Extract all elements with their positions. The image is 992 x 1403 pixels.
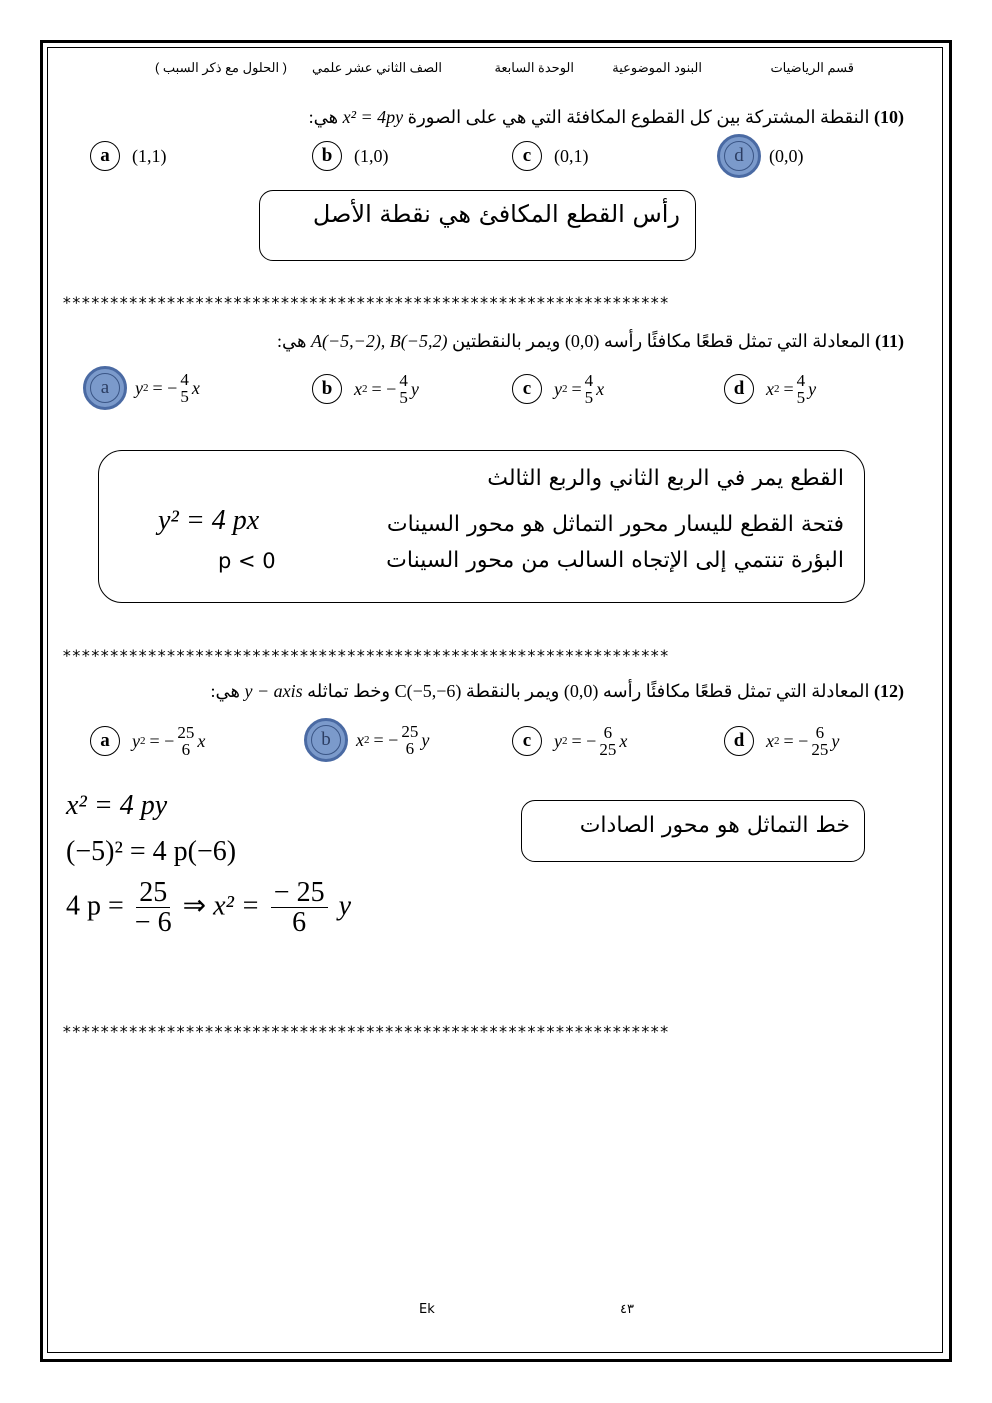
question-text: النقطة المشتركة بين كل القطوع المكافئة التي هي على الصورة xyxy=(407,107,870,127)
question-number: (12) xyxy=(874,681,904,701)
q10-option-d-selected[interactable] xyxy=(724,134,804,178)
fraction: 4 5 xyxy=(399,371,408,407)
q11-p-condition: p < 0 xyxy=(218,549,276,573)
q10-option-a[interactable] xyxy=(90,141,167,171)
q11-option-c[interactable]: c y 2 = 4 5 x xyxy=(512,372,604,406)
q10-option-c[interactable] xyxy=(512,141,589,171)
option-letter-circle-selected[interactable]: a xyxy=(83,366,127,410)
option-letter-circle[interactable]: b xyxy=(312,141,342,171)
q10-option-b[interactable] xyxy=(312,141,389,171)
question-suffix: هي: xyxy=(210,681,240,701)
fraction: 25 6 xyxy=(401,722,419,758)
q11-equation: y² = 4 px xyxy=(158,505,260,536)
fraction: 4 5 xyxy=(180,370,189,406)
q12-work-line-3: 4 p = $\frac{25}{- 6}$ ⇒ x² = $\frac{- 25}{6}$ y xyxy=(66,877,352,939)
q11-explanation-line-2: فتحة القطع لليسار محور التماثل هو محور السينات xyxy=(386,512,844,537)
q12-option-d[interactable]: d x 2 = − 6 25 y xyxy=(724,724,839,758)
question-equation: A(−5,−2), B(−5,2) xyxy=(311,331,448,351)
option-letter-circle[interactable]: d xyxy=(724,726,754,756)
q11-explanation-line-1: القطع يمر في الربع الثاني والربع الثالث xyxy=(487,466,844,491)
separator-3: **************************************************************** xyxy=(62,1022,669,1041)
option-letter-circle[interactable]: c xyxy=(512,374,542,404)
question-text: المعادلة التي تمثل قطعًا مكافئًا رأسه (0,0) ويمر بالنقطة C(−5,−6) وخط تماثله xyxy=(307,681,870,701)
question-equation: y − axis xyxy=(244,681,303,701)
q12-work-line-2: (−5)² = 4 p(−6) xyxy=(66,836,237,867)
footer-author: Ek xyxy=(419,1302,435,1317)
question-suffix: هي: xyxy=(308,107,339,127)
fraction: 25 6 xyxy=(177,723,195,759)
option-letter-circle[interactable]: d xyxy=(724,374,754,404)
q12-option-c[interactable]: c y 2 = − 6 25 x xyxy=(512,724,627,758)
option-letter-circle-selected[interactable]: d xyxy=(717,134,761,178)
q12-work-line-1: x² = 4 py xyxy=(66,790,168,821)
fraction: 6 25 xyxy=(811,723,829,759)
option-value: (1,0) xyxy=(354,145,389,166)
option-value: (1,1) xyxy=(132,145,167,166)
q11-option-d[interactable]: d x 2 = 4 5 y xyxy=(724,372,816,406)
header-section: البنود الموضوعية xyxy=(612,60,702,75)
q12-explanation: خط التماثل هو محور الصادات xyxy=(579,813,850,838)
option-letter-circle[interactable]: c xyxy=(512,141,542,171)
header-grade: الصف الثاني عشر علمي xyxy=(312,60,442,75)
question-number: (10) xyxy=(874,107,904,127)
option-letter-circle[interactable]: a xyxy=(90,141,120,171)
question-text: المعادلة التي تمثل قطعًا مكافئًا رأسه (0,0) ويمر بالنقطتين xyxy=(451,331,871,351)
question-10-stem xyxy=(309,107,904,128)
option-value: (0,0) xyxy=(769,145,804,166)
option-letter-circle[interactable]: b xyxy=(312,374,342,404)
header-note: ( الحلول مع ذكر السبب ) xyxy=(154,60,287,75)
option-letter-circle-selected[interactable]: b xyxy=(304,718,348,762)
fraction: 6 25 xyxy=(599,723,617,759)
footer-page-number: ٤٣ xyxy=(620,1302,634,1317)
question-number: (11) xyxy=(874,331,904,351)
option-letter-circle[interactable]: c xyxy=(512,726,542,756)
fraction: 4 5 xyxy=(796,371,806,407)
q12-option-b-selected[interactable]: b x 2 = − 25 6 y xyxy=(311,718,429,762)
question-equation: x² = 4py xyxy=(342,107,404,127)
fraction: 4 5 xyxy=(584,371,594,407)
header-unit: الوحدة السابعة xyxy=(494,60,574,75)
q11-option-b[interactable]: b x 2 = − 4 5 y xyxy=(312,372,419,406)
q11-option-a-selected[interactable]: a y 2 = − 4 5 x xyxy=(90,366,200,410)
separator-2: **************************************************************** xyxy=(62,646,669,665)
q11-explanation-line-3: البؤرة تنتمي إلى الإتجاه السالب من محور السينات xyxy=(386,548,844,573)
question-suffix: هي: xyxy=(277,331,307,351)
question-12-stem xyxy=(211,681,905,702)
question-11-stem xyxy=(277,331,904,352)
q12-option-a[interactable]: a y 2 = − 25 6 x xyxy=(90,724,205,758)
option-value: (0,1) xyxy=(554,145,589,166)
q10-explanation: رأس القطع المكافئ هي نقطة الأصل xyxy=(312,200,680,228)
option-letter-circle[interactable]: a xyxy=(90,726,120,756)
header-department: قسم الرياضيات xyxy=(770,60,854,75)
separator-1: **************************************************************** xyxy=(62,293,669,312)
